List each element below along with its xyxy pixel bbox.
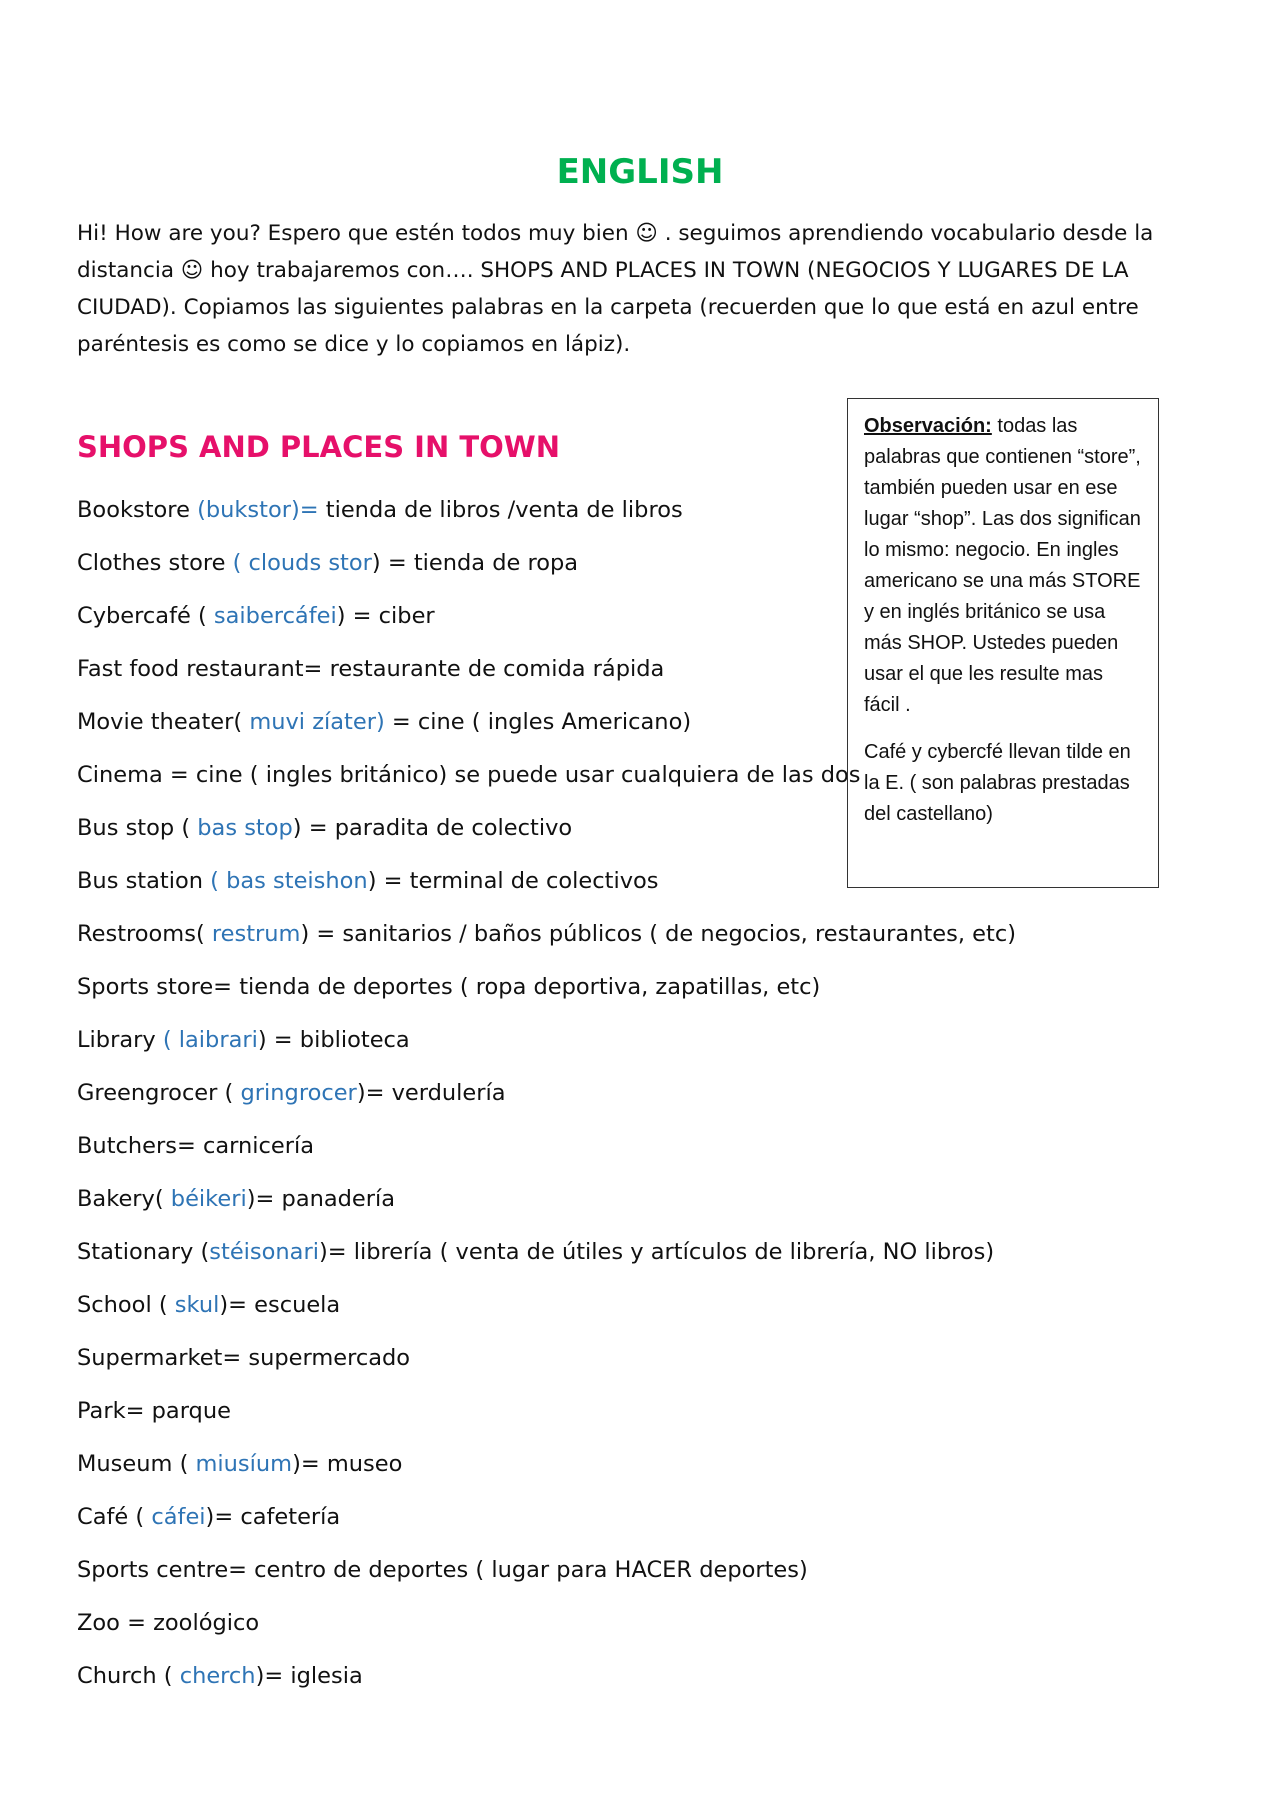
- vocab-pronunciation: cáfei: [151, 1504, 206, 1530]
- vocab-word: Bus station: [77, 868, 211, 894]
- vocab-word: Zoo = zoológico: [77, 1610, 260, 1636]
- vocab-word: Bakery(: [77, 1186, 171, 1212]
- vocab-word: Café (: [77, 1504, 152, 1530]
- vocab-meaning: ) = ciber: [336, 603, 435, 629]
- vocab-meaning: )= verdulería: [356, 1080, 506, 1106]
- vocab-word: Bus stop (: [77, 815, 198, 841]
- vocab-meaning: ) = paradita de colectivo: [292, 815, 573, 841]
- vocab-pronunciation: stéisonari: [209, 1239, 319, 1265]
- observation-label: Observación:: [864, 415, 992, 437]
- vocab-item: [77, 1230, 1016, 1283]
- intro-paragraph: Hi! How are you? Espero que estén todos muy bien ☺ . seguimos aprendiendo vocabulario desde la distancia ☺ hoy trabajaremos con…. SHOPS AND PLACES IN TOWN (NEGOCIOS Y LUGARES DE LA CIUDAD). Copiamos las siguientes palabras en la carpeta (recuerden que lo que está en azul entre paréntesis es como se dice y lo copiamos en lápiz).: [77, 221, 1154, 357]
- vocab-word: Restrooms(: [77, 921, 212, 947]
- vocab-word: Fast food restaurant= restaurante de comida rápida: [77, 656, 665, 682]
- vocab-item: [77, 912, 1016, 965]
- vocab-word: Church (: [77, 1663, 180, 1689]
- vocab-word: Park= parque: [77, 1398, 231, 1424]
- vocab-item: [77, 1389, 1016, 1442]
- vocab-pronunciation: ( bas steishon: [210, 868, 368, 894]
- vocab-word: Supermarket= supermercado: [77, 1345, 411, 1371]
- observation-paragraph: [864, 411, 1142, 721]
- vocab-item: [77, 1124, 1016, 1177]
- vocab-pronunciation: saibercáfei: [213, 603, 337, 629]
- vocab-word: Cybercafé (: [77, 603, 214, 629]
- vocab-pronunciation: restrum: [211, 921, 301, 947]
- page-title: ENGLISH: [556, 152, 724, 192]
- vocab-pronunciation: skul: [174, 1292, 220, 1318]
- vocab-word: Bookstore: [77, 497, 198, 523]
- vocab-word: School (: [77, 1292, 175, 1318]
- vocab-word: Sports store= tienda de deportes ( ropa deportiva, zapatillas, etc): [77, 974, 821, 1000]
- vocab-item: [77, 1495, 1016, 1548]
- vocab-pronunciation: ( clouds stor: [232, 550, 372, 576]
- section-title: SHOPS AND PLACES IN TOWN: [77, 430, 561, 464]
- vocab-item: [77, 1654, 1016, 1707]
- vocab-pronunciation: bas stop: [197, 815, 293, 841]
- vocab-meaning: ) = terminal de colectivos: [367, 868, 659, 894]
- vocab-meaning: )= museo: [292, 1451, 403, 1477]
- vocab-item: [77, 1601, 1016, 1654]
- vocab-pronunciation: gringrocer: [240, 1080, 357, 1106]
- vocab-pronunciation: miusíum: [195, 1451, 293, 1477]
- observation-box: [847, 398, 1159, 888]
- vocab-word: Butchers= carnicería: [77, 1133, 314, 1159]
- vocab-word: Stationary (: [77, 1239, 210, 1265]
- vocab-word: Sports centre= centro de deportes ( lugar para HACER deportes): [77, 1557, 808, 1583]
- accent-note: Café y cybercfé llevan tilde en la E. ( son palabras prestadas del castellano): [864, 741, 1131, 825]
- observation-text: todas las palabras que contienen “store”, también pueden usar en ese lugar “shop”. Las dos significan lo mismo: negocio. En ingles americano se una más STORE y en inglés británico se usa más SHOP. Ustedes pueden usar el que les resulte mas fácil .: [864, 415, 1141, 716]
- vocab-item: [77, 1548, 1016, 1601]
- vocab-word: Library: [77, 1027, 163, 1053]
- vocab-pronunciation: (bukstor)=: [197, 497, 319, 523]
- vocab-word: Cinema = cine ( ingles británico) se puede usar cualquiera de las dos: [77, 762, 861, 788]
- vocab-meaning: )= librería ( venta de útiles y artículos de librería, NO libros): [318, 1239, 995, 1265]
- vocab-meaning: ) = biblioteca: [257, 1027, 410, 1053]
- vocab-word: Greengrocer (: [77, 1080, 241, 1106]
- vocab-item: [77, 1018, 1016, 1071]
- vocab-item: [77, 1177, 1016, 1230]
- vocab-meaning: )= escuela: [219, 1292, 341, 1318]
- vocab-meaning: ) = sanitarios / baños públicos ( de negocios, restaurantes, etc): [300, 921, 1016, 947]
- vocab-item: [77, 1442, 1016, 1495]
- vocab-word: Museum (: [77, 1451, 196, 1477]
- vocab-pronunciation: ( laibrari: [162, 1027, 258, 1053]
- vocab-meaning: ) = tienda de ropa: [371, 550, 579, 576]
- vocab-word: Clothes store: [77, 550, 233, 576]
- vocab-meaning: )= panadería: [246, 1186, 396, 1212]
- vocab-meaning: tienda de libros /venta de libros: [318, 497, 683, 523]
- vocab-word: Movie theater(: [77, 709, 250, 735]
- vocab-item: [77, 1071, 1016, 1124]
- vocab-item: [77, 1336, 1016, 1389]
- vocab-meaning: )= iglesia: [255, 1663, 363, 1689]
- vocab-meaning: )= cafetería: [205, 1504, 341, 1530]
- vocab-item: [77, 965, 1016, 1018]
- vocab-pronunciation: muvi zíater): [249, 709, 385, 735]
- vocab-meaning: = cine ( ingles Americano): [384, 709, 692, 735]
- vocab-pronunciation: cherch: [179, 1663, 256, 1689]
- vocab-pronunciation: béikeri: [170, 1186, 247, 1212]
- vocab-item: [77, 1283, 1016, 1336]
